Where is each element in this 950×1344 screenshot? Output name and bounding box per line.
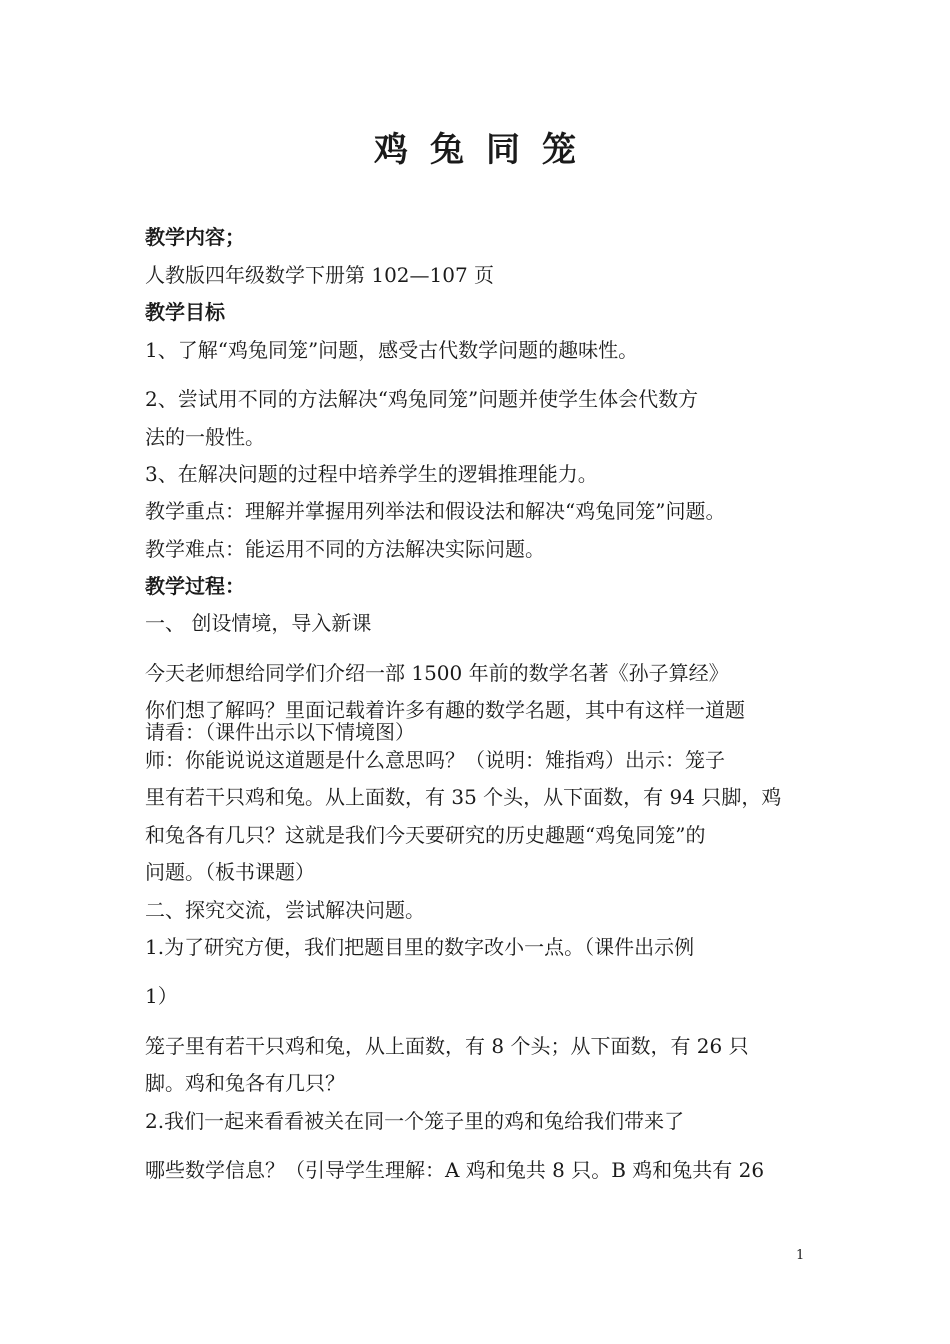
text-line: 和兔各有几只？这就是我们今天要研究的历史趣题“鸡兔同笼”的 [145,823,706,847]
text-line: 问题。（板书课题） [145,860,315,884]
text-line: 法的一般性。 [145,425,265,449]
text-line: 1.为了研究方便，我们把题目里的数字改小一点。（课件出示例 [145,935,695,959]
text-line: 脚。鸡和兔各有几只？ [145,1071,345,1095]
text-line: 1） [145,984,178,1008]
page-title: 鸡兔同笼 [374,130,598,170]
text-line: 人教版四年级数学下册第 102—107 页 [145,263,495,287]
text-line: 教学重点：理解并掌握用列举法和假设法和解决“鸡兔同笼”问题。 [145,499,726,523]
text-line: 今天老师想给同学们介绍一部 1500 年前的数学名著《孙子算经》 [145,661,729,685]
page-number: 1 [796,1248,805,1263]
text-line: 二、探究交流，尝试解决问题。 [145,898,425,922]
section-heading-goals: 教学目标 [145,300,225,324]
text-line: 笼子里有若干只鸡和兔，从上面数，有 8 个头；从下面数，有 26 只 [145,1034,749,1058]
text-line: 里有若干只鸡和兔。从上面数，有 35 个头，从下面数，有 94 只脚，鸡 [145,785,782,809]
text-line: 2.我们一起来看看被关在同一个笼子里的鸡和兔给我们带来了 [145,1109,685,1133]
section-heading-process: 教学过程： [145,574,245,598]
text-line: 你们想了解吗？里面记载着许多有趣的数学名题，其中有这样一道题 [145,698,745,722]
text-line: 请看：（课件出示以下情境图） [145,720,415,744]
text-line: 一、 创设情境，导入新课 [145,611,372,635]
text-line: 2、尝试用不同的方法解决“鸡兔同笼”问题并使学生体会代数方 [145,387,699,411]
text-line: 教学难点：能运用不同的方法解决实际问题。 [145,537,545,561]
text-line: 3、在解决问题的过程中培养学生的逻辑推理能力。 [145,462,598,486]
text-line: 师：你能说说这道题是什么意思吗？（说明：雉指鸡）出示：笼子 [145,748,725,772]
text-line: 1、了解“鸡兔同笼”问题，感受古代数学问题的趣味性。 [145,338,639,362]
section-heading-content: 教学内容； [145,225,245,249]
text-line: 哪些数学信息？（引导学生理解：A 鸡和兔共 8 只。B 鸡和兔共有 26 [145,1158,765,1182]
